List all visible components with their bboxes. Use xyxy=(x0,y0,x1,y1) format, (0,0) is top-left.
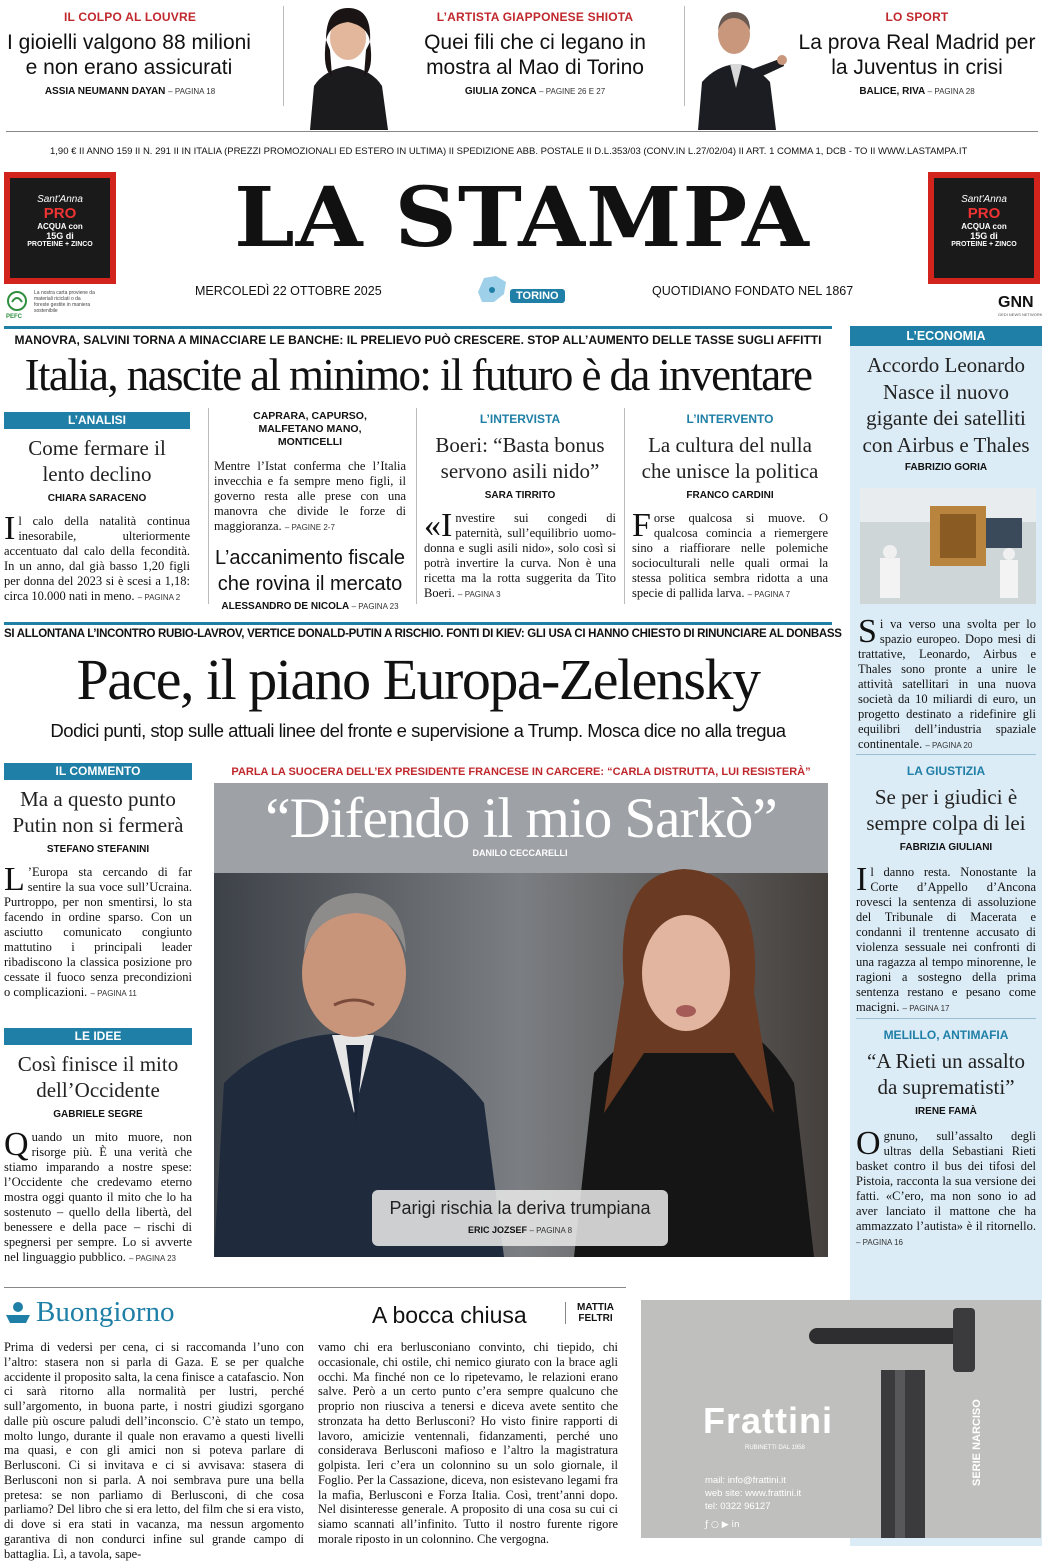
article-page: – PAGINA 16 xyxy=(856,1238,903,1247)
article-body: Mentre l’Istat conferma che l’Italia invecchia e fa sempre meno figli, il governo resta alle prese con una manovra che divide le forze di maggioranza. xyxy=(214,459,406,533)
article-body: gnuno, sull’assalto degli ultras della Sebastiani Rieti basket contro il bus dei tifosi del Pistoia, racconta la sua versione dei fatti. «C’ero, ma non sono io ad aver lanciato il mattone che ha ammazzato l’autista» è il ritornello. xyxy=(856,1129,1036,1233)
article-page: – PAGINA 23 xyxy=(351,602,399,611)
section-label: MELILLO, ANTIMAFIA xyxy=(883,1028,1009,1042)
second-subhead: Dodici punti, stop sulle attuali linee del fronte e supervisione a Trump. Mosca dice no alla tregua xyxy=(50,720,786,741)
pefc-label: PEFC xyxy=(6,314,23,320)
rule xyxy=(4,326,832,329)
ad-web: web site: www.frattini.it xyxy=(705,1488,802,1499)
teaser-headline: I gioielli valgono 88 milioni e non erano assicurati xyxy=(7,31,251,79)
ad-social-icons: ƒ ○ ▶ in xyxy=(705,1520,740,1530)
lead-headline[interactable]: Italia, nascite al minimo: il futuro è da inventare xyxy=(24,350,812,400)
article-page: – PAGINA 7 xyxy=(747,590,791,599)
article-headline: Accordo Leonardo Nasce il nuovo gigante dei satelliti con Airbus e Thales xyxy=(862,353,1030,457)
divider xyxy=(4,1287,626,1288)
caption-byline: ERIC JOZSEF xyxy=(467,1225,527,1235)
article-idee[interactable] xyxy=(4,1028,192,1266)
ad-line: 15G di xyxy=(46,231,74,241)
teaser-byline: BALICE, RIVA xyxy=(859,86,925,97)
section-label: L’ECONOMIA xyxy=(850,326,1042,346)
article-byline: SARA TIRRITO xyxy=(484,490,556,501)
buongiorno-col2: vamo chi era berlusconiano convinto, chi tiepido, chi occasionale, chi ostile, chi nemico giurato con la brace agli occhi. Ma finché non ce lo ripetevamo, le relazioni erano salve. Però a un certo punto c’era sempre qualcuno che proprio non riusciva a tenersi e diceva avete sentito che stronzata ha detto Berlusconi? Ho visto finire rapporti di lavoro, amicizie ventennali, fidanzamenti, perché uno considerava Berlusconi mafioso e l’altro la magistratura golpista. Ieri c’era un colonnino su un solo giornale, il Foglio. Per la Cassazione, diceva, non esistevano legami fra la mafia, Berlusconi e Forza Italia. Così, trent’anni dopo. Nel disinteresse generale. A proposito di una cosa su cui ci siamo scannati all’infinito. Tutto il nostro furente rigore morale riposto in un colonnino. Che vergogna. xyxy=(318,1340,618,1546)
article-headline: “A Rieti un assalto da suprematisti” xyxy=(866,1049,1026,1099)
caption-page: – PAGINA 8 xyxy=(529,1226,573,1235)
teaser-photo-coach xyxy=(690,0,786,130)
divider xyxy=(416,408,417,604)
section-label: LE IDEE xyxy=(4,1028,192,1045)
ad-brand: Sant'Anna xyxy=(961,194,1007,205)
article-intervento[interactable] xyxy=(632,412,828,602)
top-teaser-shiota[interactable] xyxy=(398,8,672,108)
divider xyxy=(283,6,284,106)
article-headline: Così finisce il mito dell’Occidente xyxy=(17,1052,179,1102)
dropcap: I xyxy=(856,861,868,898)
masthead-title[interactable]: LA STAMPA xyxy=(234,170,810,266)
teaser-kicker: L’ARTISTA GIAPPONESE SHIOTA xyxy=(436,10,634,24)
ad-line: ACQUA con xyxy=(961,222,1007,231)
article-body: i va verso una svolta per lo spazio europeo. Dopo mesi di trattative, Leonardo, Airbus e Thales sono pronte a unire le attività satellitari in una nuova società da 10 miliardi di euro, un progetto destinato a ridefinire gli equilibri dell’industria spaziale continentale. xyxy=(858,617,1036,751)
article-body: orse qualcosa si muove. O qualcosa comincia a riemergere sino a riaffiorare nelle polemiche socioculturali nelle quali ormai la stessa politica sembra ridotta a una specie di pallida larva. xyxy=(632,511,828,600)
article-headline: Ma a questo punto Putin non si fermerà xyxy=(12,787,184,837)
divider xyxy=(856,754,1036,755)
article-giustizia[interactable] xyxy=(856,764,1036,1016)
article-intervista[interactable] xyxy=(424,412,616,602)
article-authors: CAPRARA, CAPURSO, MALFETANO MANO, MONTICELLI xyxy=(253,410,367,448)
article-body: nvestire sui congedi di paternità, sull’equilibrio uomo-donna e sugli asili nido», solo così si potrà invertire la curva. Non è una ricetta ma la rotta suggerita da Tito Boeri. xyxy=(424,511,616,600)
article-page: – PAGINA 11 xyxy=(90,989,137,998)
column-title[interactable]: A bocca chiusa xyxy=(372,1302,527,1328)
article-body: uando un mito muore, non risorge più. È una verità che stiamo imparando a nostre spese: l’Occidente che credevamo eterno mostra oggi quanto il mito che lo ha sostenuto – quello della libertà, del benessere e della pace – rischi di spegnersi per sempre. Lo si avverte nel linguaggio pubblico. xyxy=(4,1130,192,1264)
gnn-sub: GEDI NEWS NETWORK xyxy=(998,312,1043,317)
ad-frattini[interactable] xyxy=(641,1300,1041,1538)
dropcap: «I xyxy=(424,507,453,544)
dropcap: O xyxy=(856,1125,881,1162)
article-page: – PAGINA 2 xyxy=(137,593,181,602)
teaser-page: – PAGINE 26 E 27 xyxy=(539,87,606,96)
article-byline: FABRIZIO GORIA xyxy=(904,462,988,473)
dropcap: I xyxy=(4,510,16,547)
buongiorno-col1: Prima di vedersi per cena, ci si raccomanda l’uno con l’altro: stasera non si parla di Gaza. E se per qualche accidente il proposito salta, la cena finisce a catafascio. Non ci sarà ritorno alla normalità per lustri, perché sull’argomento, in buona parte, i nostri giudizi sgorgano dalle più oscure paludi dell’inconscio. C’è stato un tempo, molto lungo, durante il quale non eravamo a questi livelli ma quasi, e con gli amici non si poteva parlare di Berlusconi. Ci si invitava e ci si avvisava: stasera di Berlusconi non si parla. A noi sembrava pure una bella pretesa: se non parliamo di Berlusconi, di che cosa parliamo? Del libro che si era letto, del film che si era visto, di dove si era stati in vacanza, ma nessun argomento garantiva di non condurci infine sul grande campo di battaglia. Lì, a tavola, sape- xyxy=(4,1340,304,1561)
ad-brand-name: Frattini xyxy=(703,1400,833,1441)
article-economia[interactable] xyxy=(856,352,1036,473)
buongiorno-icon xyxy=(4,1301,32,1325)
side-ad-left[interactable] xyxy=(4,172,116,284)
article-headline: La cultura del nulla che unisce la politica xyxy=(641,433,819,483)
article-byline: STEFANO STEFANINI xyxy=(46,844,150,855)
second-headline[interactable]: Pace, il piano Europa-Zelensky xyxy=(76,647,760,712)
photo-satellite[interactable] xyxy=(860,488,1036,604)
ad-tel: tel: 0322 96127 xyxy=(705,1501,771,1512)
gnn-logo: GNN xyxy=(998,294,1034,311)
masthead-date: MERCOLEDÌ 22 OTTOBRE 2025 xyxy=(195,284,382,298)
article-body: l danno resta. Nonostante la Corte d’Appello d’Ancona rovesci la sentenza di assoluzione del Tribunale di Macerata e condanni il trentenne accusato di violenza sessuale nei confronti di una ragazza al tempo minorenne, le ragioni a sostegno della prima sentenza restano e pesano come macigni. xyxy=(856,865,1036,1014)
article-headline: Boeri: “Basta bonus servono asili nido” xyxy=(435,433,605,483)
economia-body xyxy=(858,613,1036,753)
buongiorno-title[interactable]: Buongiorno xyxy=(36,1296,175,1328)
teaser-byline: GIULIA ZONCA xyxy=(464,86,537,97)
article-byline: GABRIELE SEGRE xyxy=(53,1109,143,1120)
teaser-kicker: IL COLPO AL LOUVRE xyxy=(63,10,197,24)
sarko-overline: PARLA LA SUOCERA DELL’EX PRESIDENTE FRANCESE IN CARCERE: “CARLA DISTRUTTA, LUI RESISTERÀ” xyxy=(231,766,811,778)
dropcap: F xyxy=(632,507,651,544)
article-page: – PAGINE 2-7 xyxy=(284,523,335,532)
article-byline: ALESSANDRO DE NICOLA xyxy=(221,601,349,612)
teaser-page: – PAGINA 28 xyxy=(927,87,975,96)
article-manovra[interactable] xyxy=(214,410,406,612)
section-label: L’INTERVISTA xyxy=(479,412,561,426)
article-body: l calo della natalità continua inesorabile, ulteriormente accentuato dal calo della fecondità. In un anno, dal già basso 1,20 figli per donna del 2023 si è scesi a 1,18: circa 10.000 nati in meno. xyxy=(4,514,190,603)
ad-line: 15G di xyxy=(970,231,998,241)
article-page: – PAGINA 17 xyxy=(902,1004,950,1013)
article-page: – PAGINA 23 xyxy=(128,1254,176,1263)
divider xyxy=(684,6,685,106)
ad-pro: PRO xyxy=(967,205,1001,222)
article-byline: FRANCO CARDINI xyxy=(686,490,774,501)
top-teaser-louvre[interactable] xyxy=(0,8,260,108)
teaser-photo-shiota xyxy=(300,0,396,130)
dropcap: L xyxy=(4,861,25,898)
section-label: LA GIUSTIZIA xyxy=(906,764,986,778)
article-body: ’Europa sta cercando di far sentire la sua voce sull’Ucraina. Purtroppo, per non smentirsi, lo sta facendo in ordine sparso. Con un asciutto comunicato congiunto mattutino i principali leader ribadiscono la classica posizione pro cessate il fuoco senza precondizioni o complicazioni. xyxy=(4,865,192,999)
dropcap: Q xyxy=(4,1126,29,1163)
teaser-byline: ASSIA NEUMANN DAYAN xyxy=(44,86,166,97)
top-teaser-sport[interactable] xyxy=(790,8,1044,108)
sarko-headline[interactable]: “Difendo il mio Sarkò” xyxy=(265,787,777,850)
article-headline: L’accanimento fiscale che rovina il mercato xyxy=(214,547,406,595)
teaser-headline: Quei fili che ci legano in mostra al Mao di Torino xyxy=(424,31,646,79)
ad-line: PROTEINE + ZINCO xyxy=(27,241,93,248)
masthead-city[interactable]: TORINO xyxy=(510,289,565,303)
ad-series: SERIE NARCISO xyxy=(971,1399,983,1486)
section-label: L’ANALISI xyxy=(4,412,190,429)
sarko-byline: DANILO CECCARELLI xyxy=(472,848,568,858)
article-page: – PAGINA 3 xyxy=(458,590,501,599)
pefc-logo xyxy=(4,290,124,320)
ad-tagline: RUBINETTI DAL 1958 xyxy=(745,1445,805,1451)
sarko-caption-box[interactable] xyxy=(372,1190,668,1246)
section-label: IL COMMENTO xyxy=(4,763,192,780)
pefc-icon xyxy=(4,290,30,316)
lead-overline: MANOVRA, SALVINI TORNA A MINACCIARE LE BANCHE: IL PRELIEVO PUÒ CRESCERE. STOP ALL’AUMENTO DELLE TASSE SUGLI AFFITTI xyxy=(14,333,822,347)
section-label: L’INTERVENTO xyxy=(686,412,774,426)
side-ad-right[interactable] xyxy=(928,172,1040,284)
ad-mail: mail: info@frattini.it xyxy=(705,1475,786,1486)
ad-line: ACQUA con xyxy=(37,222,83,231)
article-headline: Come fermare il lento declino xyxy=(28,436,166,486)
pefc-text: La nostra carta proviene da materiali riciclati o da foreste gestite in maniera sostenibile xyxy=(34,290,95,314)
info-line: 1,90 € II ANNO 159 II N. 291 II IN ITALIA (PREZZI PROMOZIONALI ED ESTERO IN ULTIMA) II SPEDIZIONE ABB. POSTALE II D.L.353/03 (CONV.IN L.27/02/04) II ART. 1 COMMA 1, DCB - TO II WWW.LASTAMPA.IT xyxy=(50,146,968,157)
ad-line: PROTEINE + ZINCO xyxy=(951,241,1017,248)
caption-headline: Parigi rischia la deriva trumpiana xyxy=(389,1198,651,1218)
article-byline: FABRIZIA GIULIANI xyxy=(899,842,993,853)
teaser-kicker: LO SPORT xyxy=(885,10,949,24)
column-author: MATTIA FELTRI xyxy=(565,1302,621,1324)
article-analisi[interactable] xyxy=(4,412,190,605)
masthead-founded: QUOTIDIANO FONDATO NEL 1867 xyxy=(652,284,854,298)
dropcap: S xyxy=(858,613,877,650)
divider xyxy=(624,408,625,604)
article-byline: IRENE FAMÀ xyxy=(915,1106,977,1117)
rule xyxy=(4,622,832,625)
divider xyxy=(856,1018,1036,1019)
teaser-page: – PAGINA 18 xyxy=(168,87,216,96)
divider xyxy=(208,408,209,604)
teaser-headline: La prova Real Madrid per la Juventus in crisi xyxy=(798,31,1036,79)
ad-pro: PRO xyxy=(43,205,77,222)
article-antimafia[interactable] xyxy=(856,1028,1036,1250)
article-headline: Se per i giudici è sempre colpa di lei xyxy=(866,785,1026,835)
article-byline: CHIARA SARACENO xyxy=(47,493,147,504)
second-overline: SI ALLONTANA L’INCONTRO RUBIO-LAVROV, VERTICE DONALD-PUTIN A RISCHIO. FONTI DI KIEV: GLI USA CI HANNO CHIESTO DI RINUNCIARE AL DONBASS xyxy=(4,628,842,640)
ad-brand: Sant'Anna xyxy=(37,194,83,205)
article-page: – PAGINA 20 xyxy=(925,741,973,750)
divider xyxy=(6,131,1038,132)
article-commento[interactable] xyxy=(4,763,192,1001)
